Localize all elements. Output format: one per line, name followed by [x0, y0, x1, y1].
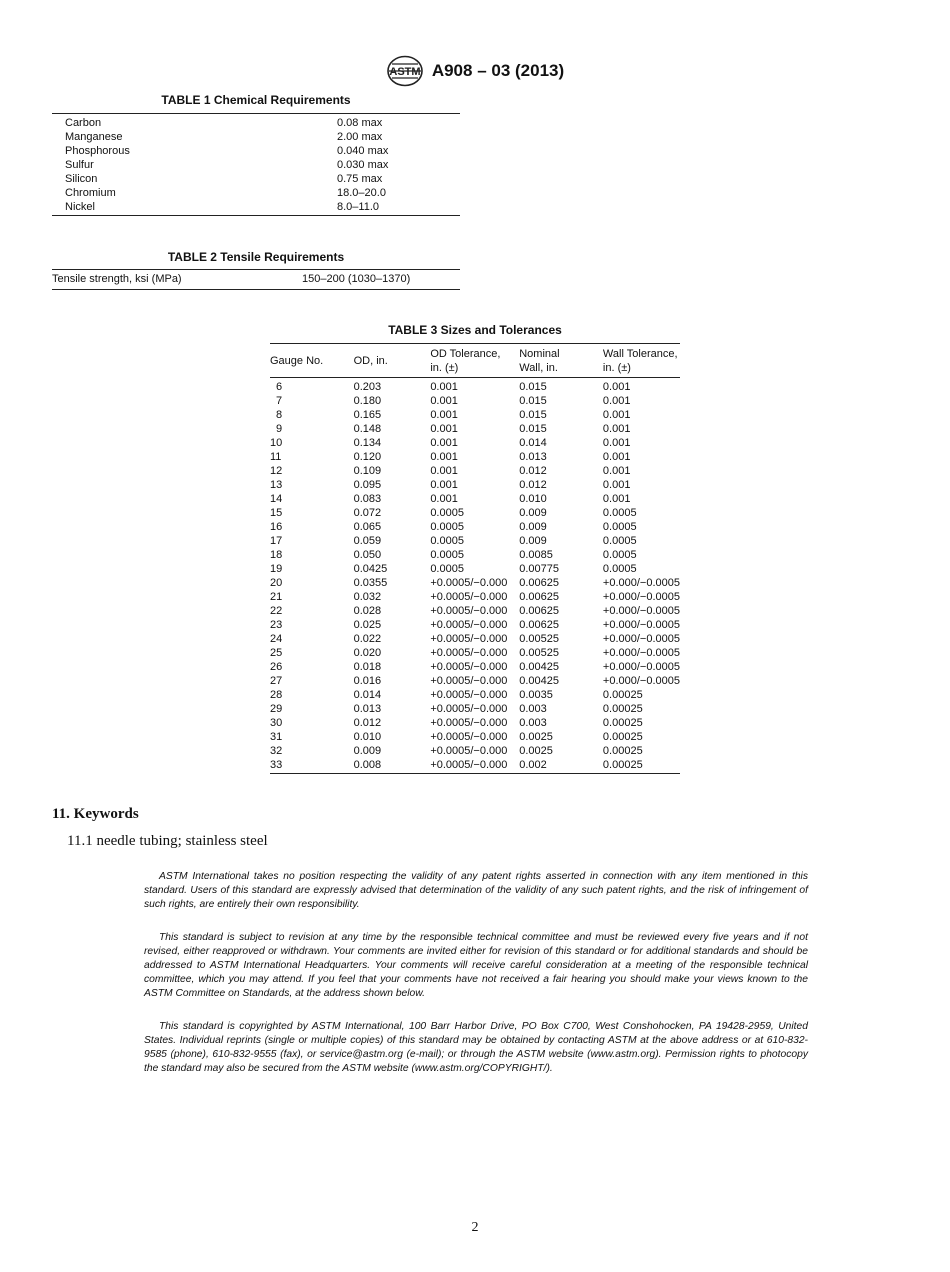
- table-row: [270, 534, 680, 548]
- notice-copyright: This standard is copyrighted by ASTM International, 100 Barr Harbor Drive, PO Box C700, West Conshohocken, PA 19428-2959, United States. Individual reprints (single or multiple copies) of this standard may be obtained by contacting ASTM at the above address or at 610-832-9585 (phone), 610-832-9555 (fax), or service@astm.org (e-mail); or through the ASTM website (www.astm.org). Permission rights to photocopy the standard may also be secured from the ASTM website (www.astm.org/COPYRIGHT/).: [144, 1021, 808, 1074]
- element-name: Nickel: [65, 201, 95, 213]
- table-row: [270, 744, 680, 758]
- element-limit: 0.75 max: [337, 173, 383, 185]
- table2-caption: TABLE 2 Tensile Requirements: [167, 250, 345, 264]
- table-row: [270, 758, 680, 774]
- od-value: 0.018: [353, 661, 382, 673]
- column-header-line: in. (±): [430, 362, 459, 374]
- astm-logo-label: ASTM: [389, 66, 421, 78]
- od-value: 0.009: [353, 745, 382, 757]
- od-value: 0.020: [353, 647, 382, 659]
- wall-tolerance: +0.000/−0.0005: [602, 605, 680, 617]
- od-value: 0.059: [353, 535, 382, 547]
- gauge-no: 14: [270, 493, 283, 505]
- od-value: 0.203: [353, 381, 382, 393]
- od-value: 0.134: [353, 437, 382, 449]
- nominal-wall: 0.00425: [519, 661, 559, 673]
- od-value: 0.016: [353, 675, 382, 687]
- table-row: [270, 576, 680, 590]
- wall-tolerance: +0.000/−0.0005: [602, 577, 680, 589]
- wall-tolerance: +0.000/−0.0005: [602, 619, 680, 631]
- wall-tolerance: 0.0005: [602, 549, 637, 561]
- column-header-line: OD, in.: [353, 355, 388, 367]
- gauge-no: 11: [270, 451, 282, 463]
- wall-tolerance: 0.0005: [602, 507, 637, 519]
- od-value: 0.148: [353, 423, 382, 435]
- od-tolerance: 0.001: [430, 409, 458, 421]
- wall-tolerance: 0.001: [602, 381, 631, 393]
- od-value: 0.008: [353, 759, 382, 771]
- od-value: 0.095: [353, 479, 382, 491]
- wall-tolerance: 0.001: [602, 479, 631, 491]
- wall-tolerance: 0.00025: [602, 731, 643, 743]
- element-name: Chromium: [65, 187, 116, 199]
- od-value: 0.065: [353, 521, 382, 533]
- element-name: Sulfur: [65, 159, 94, 171]
- nominal-wall: 0.00625: [519, 577, 559, 589]
- element-limit: 0.030 max: [337, 159, 389, 171]
- nominal-wall: 0.00425: [519, 675, 559, 687]
- gauge-no: 28: [270, 689, 283, 701]
- table-row: [52, 114, 460, 131]
- od-tolerance: 0.001: [430, 423, 458, 435]
- od-value: 0.0355: [353, 577, 388, 589]
- table-row: [270, 604, 680, 618]
- od-tolerance: 0.001: [430, 437, 458, 449]
- gauge-no: 7: [276, 395, 283, 407]
- notice-revision: This standard is subject to revision at any time by the responsible technical committee and must be reviewed every five years and if not revised, either reapproved or withdrawn. Your comments are invited either for revision of this standard or for additional standards and should be addressed to ASTM International Headquarters. Your comments will receive careful consideration at a meeting of the responsible technical committee, which you may attend. If you feel that your comments have not received a fair hearing you should make your views known to the ASTM Committee on Standards, at the address shown below.: [144, 932, 808, 999]
- nominal-wall: 0.009: [519, 507, 547, 519]
- od-tolerance: +0.0005/−0.000: [430, 633, 508, 645]
- nominal-wall: 0.0025: [519, 731, 553, 743]
- nominal-wall: 0.014: [519, 437, 547, 449]
- gauge-no: 18: [270, 549, 283, 561]
- od-value: 0.083: [353, 493, 382, 505]
- od-tolerance: +0.0005/−0.000: [430, 703, 508, 715]
- page-header: [0, 55, 950, 92]
- gauge-no: 12: [270, 465, 283, 477]
- wall-tolerance: 0.001: [602, 395, 631, 407]
- od-value: 0.013: [353, 703, 382, 715]
- table-row: [270, 520, 680, 534]
- od-tolerance: +0.0005/−0.000: [430, 689, 508, 701]
- wall-tolerance: 0.00025: [602, 759, 643, 771]
- wall-tolerance: +0.000/−0.0005: [602, 647, 680, 659]
- table-tensile-requirements: [52, 250, 460, 290]
- gauge-no: 22: [270, 605, 283, 617]
- gauge-no: 8: [276, 409, 283, 421]
- gauge-no: 20: [270, 577, 283, 589]
- nominal-wall: 0.012: [519, 479, 547, 491]
- table-row: [270, 590, 680, 604]
- table-row: [270, 492, 680, 506]
- gauge-no: 21: [270, 591, 283, 603]
- nominal-wall: 0.009: [519, 535, 547, 547]
- od-value: 0.072: [353, 507, 382, 519]
- table-row: [270, 378, 680, 395]
- od-tolerance: +0.0005/−0.000: [430, 605, 508, 617]
- table3-caption: TABLE 3 Sizes and Tolerances: [388, 323, 562, 337]
- table-row: [270, 702, 680, 716]
- od-value: 0.032: [353, 591, 382, 603]
- element-limit: 8.0–11.0: [337, 201, 380, 213]
- gauge-no: 15: [270, 507, 283, 519]
- table-row: [270, 394, 680, 408]
- table-row: [270, 506, 680, 520]
- od-tolerance: 0.001: [430, 479, 458, 491]
- table2-property: Tensile strength, ksi (MPa): [52, 273, 182, 285]
- od-tolerance: +0.0005/−0.000: [430, 619, 508, 631]
- wall-tolerance: +0.000/−0.0005: [602, 591, 680, 603]
- keywords-heading: 11. Keywords: [52, 806, 139, 822]
- table-row: [270, 646, 680, 660]
- column-header: [354, 344, 431, 378]
- table1-caption: TABLE 1 Chemical Requirements: [161, 93, 351, 107]
- nominal-wall: 0.003: [519, 703, 547, 715]
- wall-tolerance: 0.001: [602, 465, 631, 477]
- od-value: 0.012: [353, 717, 382, 729]
- wall-tolerance: +0.000/−0.0005: [602, 675, 680, 687]
- nominal-wall: 0.009: [519, 521, 547, 533]
- table-row: [52, 270, 460, 290]
- wall-tolerance: 0.0005: [602, 535, 637, 547]
- od-tolerance: +0.0005/−0.000: [430, 759, 508, 771]
- wall-tolerance: 0.001: [602, 493, 631, 505]
- table-chemical-requirements: [52, 93, 460, 216]
- column-header-line: Nominal: [519, 348, 560, 360]
- table-row: [270, 464, 680, 478]
- nominal-wall: 0.00625: [519, 591, 559, 603]
- nominal-wall: 0.00525: [519, 647, 559, 659]
- od-tolerance: +0.0005/−0.000: [430, 661, 508, 673]
- table3-header-row: [270, 344, 680, 378]
- astm-logo-icon: [386, 55, 424, 87]
- gauge-no: 23: [270, 619, 283, 631]
- od-tolerance: 0.001: [430, 395, 458, 407]
- od-value: 0.025: [353, 619, 382, 631]
- table-row: [270, 562, 680, 576]
- table-sizes-and-tolerances: [270, 323, 680, 774]
- gauge-no: 9: [276, 423, 283, 435]
- od-tolerance: 0.0005: [430, 549, 464, 561]
- table-row: [270, 422, 680, 436]
- table-row: [270, 450, 680, 464]
- nominal-wall: 0.015: [519, 381, 547, 393]
- table-row: [52, 186, 460, 200]
- gauge-no: 29: [270, 703, 283, 715]
- keywords-section: [52, 806, 812, 850]
- column-header-line: in. (±): [602, 362, 631, 374]
- od-value: 0.109: [353, 465, 382, 477]
- od-value: 0.165: [353, 409, 382, 421]
- nominal-wall: 0.013: [519, 451, 547, 463]
- gauge-no: 26: [270, 661, 283, 673]
- table-row: [270, 408, 680, 422]
- element-name: Manganese: [65, 131, 123, 143]
- od-value: 0.180: [353, 395, 382, 407]
- element-name: Phosphorous: [65, 145, 130, 157]
- nominal-wall: 0.010: [519, 493, 547, 505]
- table-row: [270, 660, 680, 674]
- nominal-wall: 0.012: [519, 465, 547, 477]
- table2-grid: [52, 269, 460, 290]
- wall-tolerance: 0.00025: [602, 689, 643, 701]
- table-row: [52, 200, 460, 216]
- od-tolerance: +0.0005/−0.000: [430, 647, 508, 659]
- table1-grid: [52, 113, 460, 216]
- nominal-wall: 0.015: [519, 409, 547, 421]
- notice-patent: ASTM International takes no position respecting the validity of any patent rights asserted in connection with any item mentioned in this standard. Users of this standard are expressly advised that determination of the validity of any such patent rights, and the risk of infringement of such rights, are entirely their own responsibility.: [144, 871, 808, 910]
- od-value: 0.120: [353, 451, 382, 463]
- nominal-wall: 0.0085: [519, 549, 553, 561]
- nominal-wall: 0.00775: [519, 563, 559, 575]
- table-row: [270, 548, 680, 562]
- od-tolerance: +0.0005/−0.000: [430, 577, 508, 589]
- table3-grid: [270, 343, 680, 774]
- nominal-wall: 0.002: [519, 759, 547, 771]
- gauge-no: 6: [276, 381, 283, 393]
- nominal-wall: 0.015: [519, 423, 547, 435]
- table-row: [52, 130, 460, 144]
- gauge-no: 30: [270, 717, 283, 729]
- table-row: [52, 144, 460, 158]
- nominal-wall: 0.00625: [519, 619, 559, 631]
- od-tolerance: +0.0005/−0.000: [430, 731, 508, 743]
- wall-tolerance: 0.001: [602, 451, 631, 463]
- wall-tolerance: +0.000/−0.0005: [602, 633, 680, 645]
- od-value: 0.010: [353, 731, 382, 743]
- od-tolerance: 0.0005: [430, 535, 464, 547]
- nominal-wall: 0.0035: [519, 689, 553, 701]
- element-name: Silicon: [65, 173, 98, 185]
- gauge-no: 24: [270, 633, 283, 645]
- table-row: [270, 716, 680, 730]
- column-header: [430, 344, 519, 378]
- od-tolerance: 0.001: [430, 451, 458, 463]
- od-value: 0.028: [353, 605, 382, 617]
- wall-tolerance: +0.000/−0.0005: [602, 661, 680, 673]
- od-value: 0.0425: [353, 563, 388, 575]
- nominal-wall: 0.0025: [519, 745, 553, 757]
- wall-tolerance: 0.0005: [602, 563, 637, 575]
- element-limit: 18.0–20.0: [337, 187, 386, 199]
- table-row: [52, 172, 460, 186]
- gauge-no: 10: [270, 437, 283, 449]
- page-number: 2: [471, 1220, 479, 1235]
- gauge-no: 25: [270, 647, 283, 659]
- table-row: [270, 632, 680, 646]
- column-header-line: Gauge No.: [270, 355, 324, 367]
- column-header: [603, 344, 680, 378]
- nominal-wall: 0.00525: [519, 633, 559, 645]
- table-row: [270, 674, 680, 688]
- gauge-no: 19: [270, 563, 283, 575]
- table-row: [270, 436, 680, 450]
- element-limit: 0.040 max: [337, 145, 389, 157]
- gauge-no: 16: [270, 521, 283, 533]
- wall-tolerance: 0.00025: [602, 745, 643, 757]
- table-row: [270, 730, 680, 744]
- gauge-no: 17: [270, 535, 283, 547]
- od-value: 0.050: [353, 549, 382, 561]
- od-tolerance: 0.001: [430, 381, 458, 393]
- table-row: [52, 158, 460, 172]
- column-header-line: Wall, in.: [519, 362, 558, 374]
- od-tolerance: 0.001: [430, 465, 458, 477]
- wall-tolerance: 0.001: [602, 437, 631, 449]
- column-header: [270, 344, 354, 378]
- gauge-no: 32: [270, 745, 283, 757]
- astm-notices: [144, 870, 808, 1096]
- od-tolerance: +0.0005/−0.000: [430, 717, 508, 729]
- nominal-wall: 0.00625: [519, 605, 559, 617]
- od-tolerance: 0.001: [430, 493, 458, 505]
- nominal-wall: 0.015: [519, 395, 547, 407]
- table-row: [270, 618, 680, 632]
- gauge-no: 33: [270, 759, 283, 771]
- element-name: Carbon: [65, 117, 102, 129]
- table2-value: 150–200 (1030–1370): [302, 273, 411, 285]
- element-limit: 2.00 max: [337, 131, 383, 143]
- table-row: [270, 688, 680, 702]
- column-header-line: Wall Tolerance,: [602, 348, 678, 360]
- od-value: 0.022: [353, 633, 382, 645]
- od-tolerance: +0.0005/−0.000: [430, 745, 508, 757]
- document-id: A908 – 03 (2013): [431, 61, 565, 80]
- od-tolerance: 0.0005: [430, 521, 464, 533]
- gauge-no: 13: [270, 479, 283, 491]
- wall-tolerance: 0.00025: [602, 717, 643, 729]
- table-row: [270, 478, 680, 492]
- gauge-no: 31: [270, 731, 283, 743]
- wall-tolerance: 0.001: [602, 409, 631, 421]
- element-limit: 0.08 max: [337, 117, 383, 129]
- od-tolerance: +0.0005/−0.000: [430, 591, 508, 603]
- wall-tolerance: 0.0005: [602, 521, 637, 533]
- wall-tolerance: 0.00025: [602, 703, 643, 715]
- nominal-wall: 0.003: [519, 717, 547, 729]
- od-tolerance: 0.0005: [430, 507, 464, 519]
- gauge-no: 27: [270, 675, 283, 687]
- column-header-line: OD Tolerance,: [430, 348, 501, 360]
- od-value: 0.014: [353, 689, 382, 701]
- od-tolerance: +0.0005/−0.000: [430, 675, 508, 687]
- column-header: [519, 344, 603, 378]
- wall-tolerance: 0.001: [602, 423, 631, 435]
- keywords-text: 11.1 needle tubing; stainless steel: [67, 833, 268, 849]
- od-tolerance: 0.0005: [430, 563, 464, 575]
